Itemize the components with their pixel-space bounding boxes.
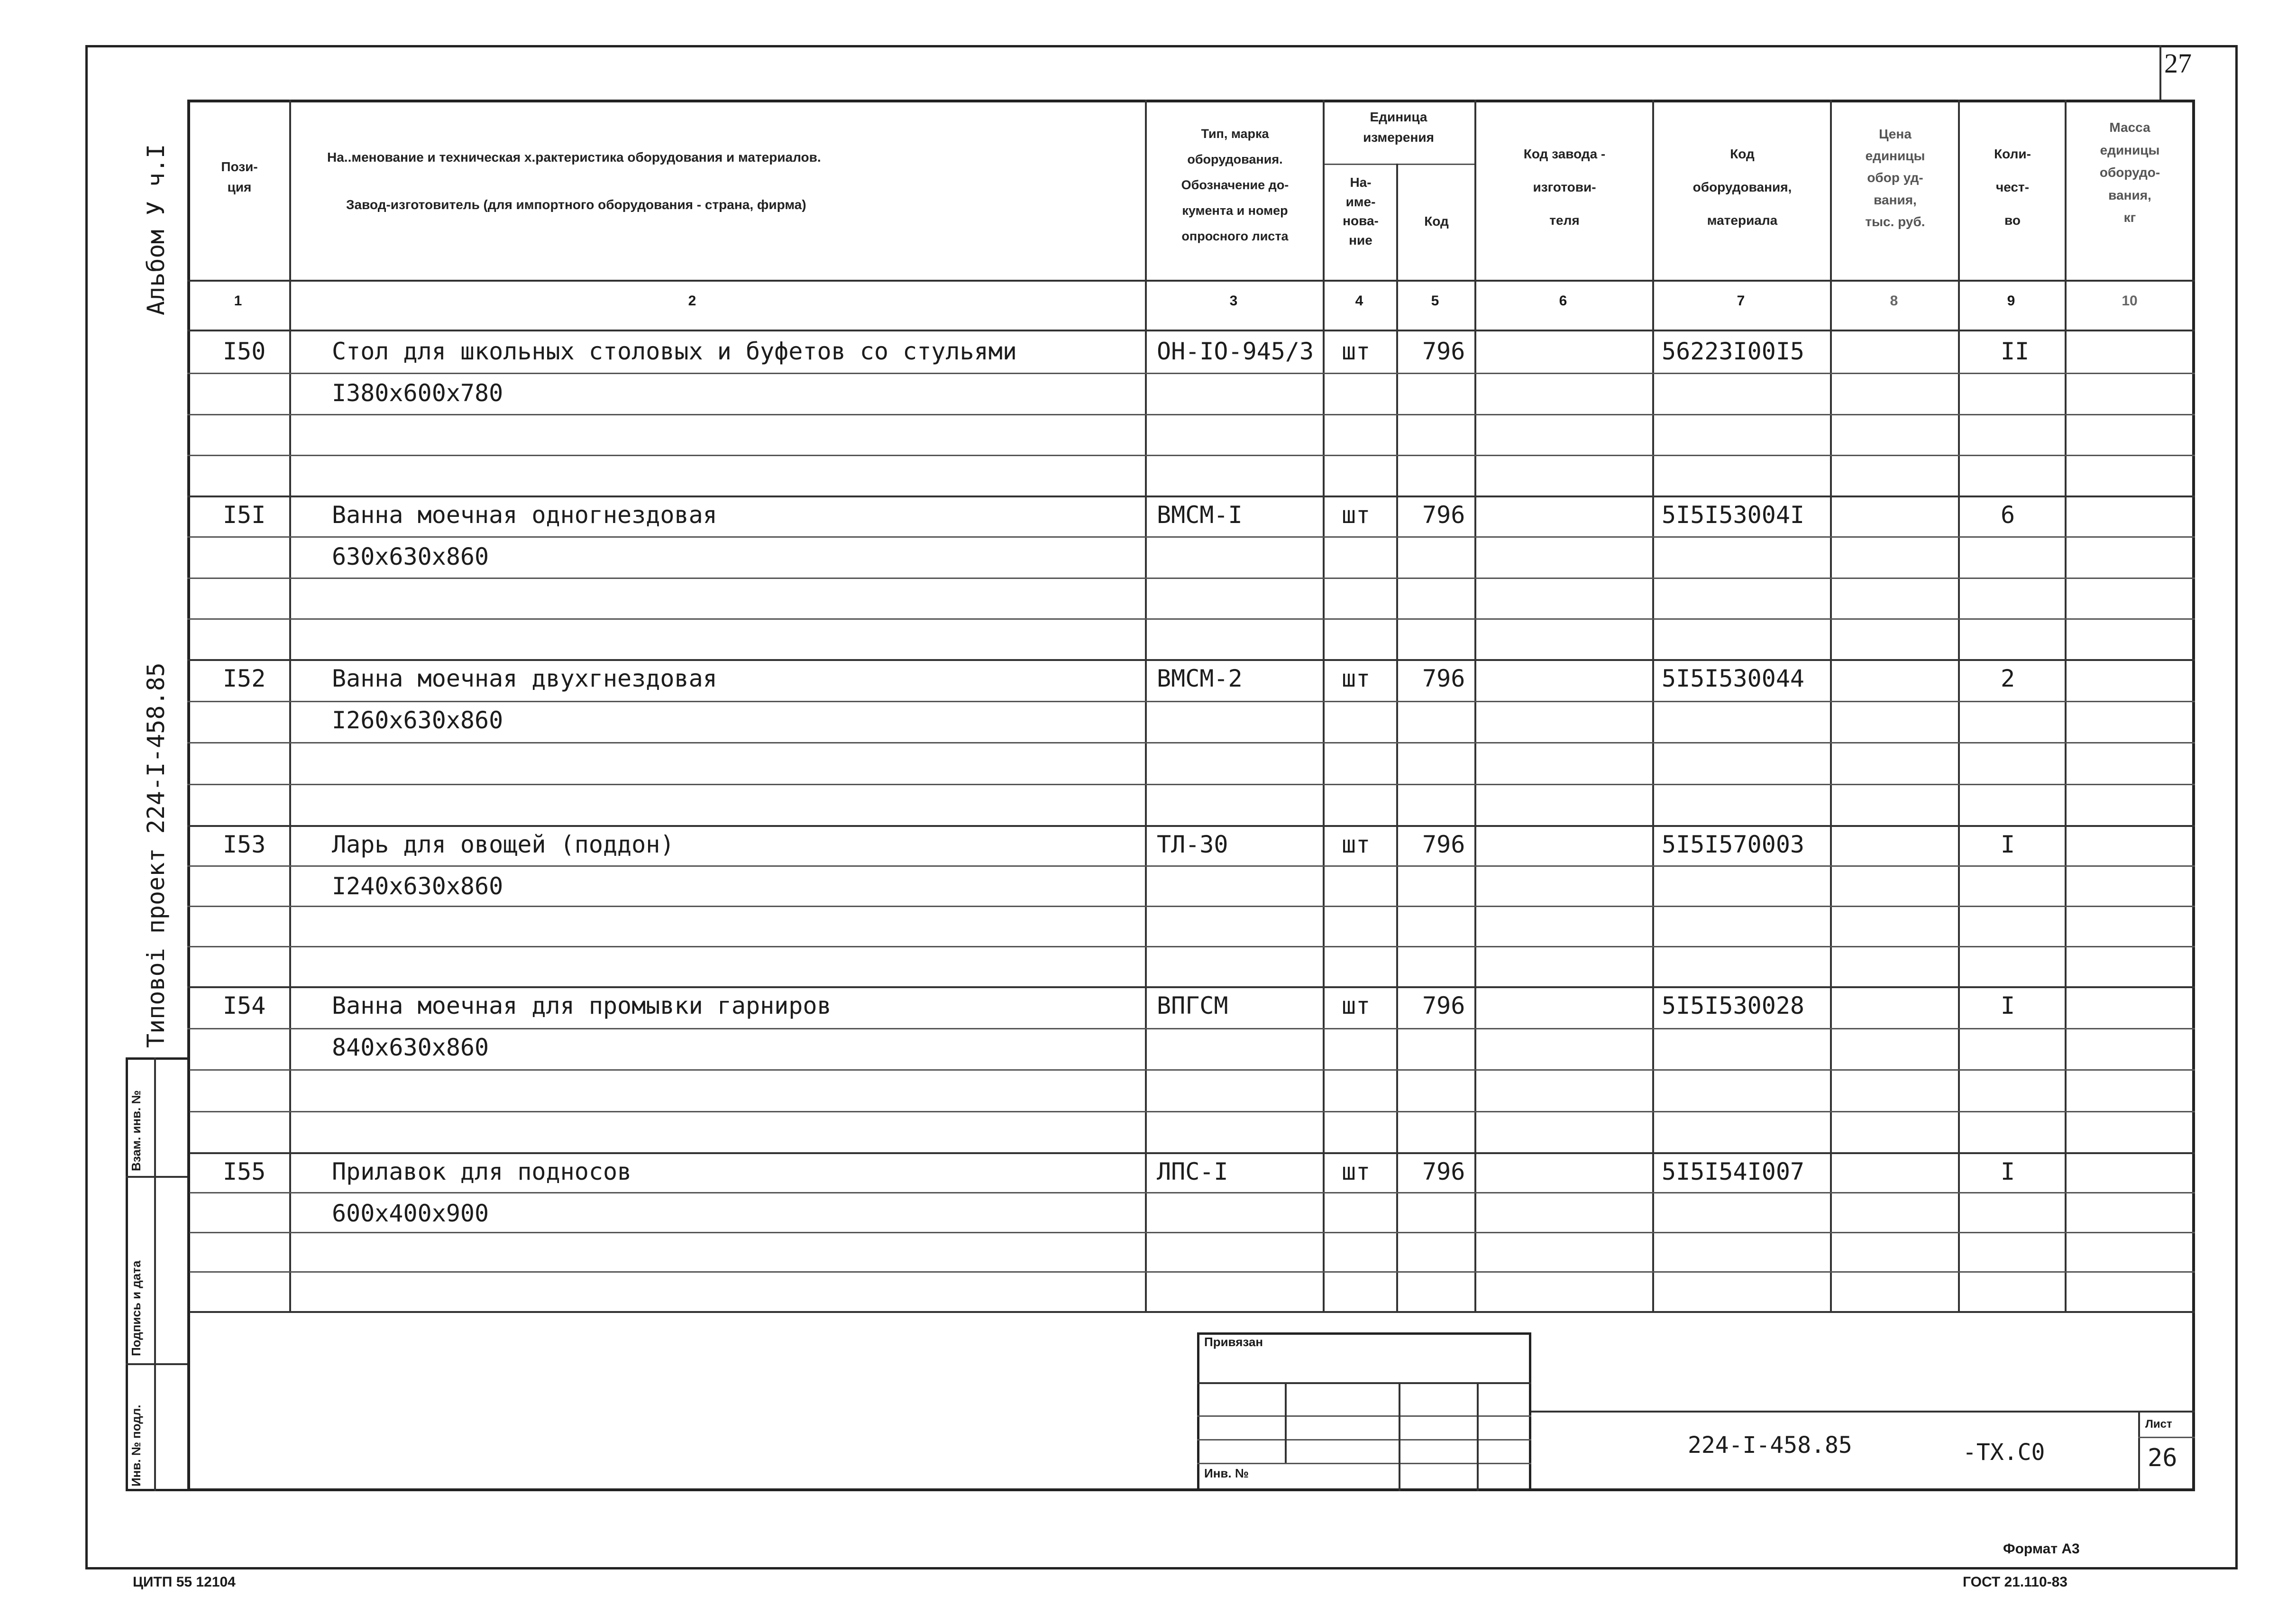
group-rule — [187, 495, 2195, 497]
doc-suffix: -ТХ.С0 — [1963, 1439, 2045, 1466]
row-rule — [187, 536, 2195, 538]
row-rule — [187, 1069, 2195, 1071]
row-rule — [187, 784, 2195, 785]
doc-code: 224-I-458.85 — [1688, 1432, 1852, 1459]
colnum-10: 10 — [2122, 293, 2138, 309]
row-rule — [187, 742, 2195, 743]
equipment-code-cell: 5I5I530044 — [1662, 665, 1805, 692]
position-cell: I50 — [223, 338, 266, 365]
row-rule — [187, 1271, 2195, 1273]
page-number: 27 — [2164, 48, 2192, 79]
row-rule — [187, 946, 2195, 947]
group-rule — [187, 659, 2195, 661]
unit-cell: шт — [1342, 501, 1371, 529]
quantity-cell: I — [2001, 831, 2015, 858]
colnum-1: 1 — [234, 293, 242, 309]
stamp-sign-date: Подпись и дата — [129, 1260, 143, 1356]
equipment-code-cell: 5I5I54I007 — [1662, 1158, 1805, 1185]
unit-code-cell: 796 — [1422, 665, 1465, 692]
row-rule — [187, 865, 2195, 867]
equipment-code-cell: 5I5I53004I — [1662, 501, 1805, 529]
name-cell: Ванна моечная для промывки гарниров — [332, 992, 832, 1019]
dimensions-cell: I240x630x860 — [332, 872, 503, 900]
table-bottom-line — [187, 1311, 2195, 1313]
unit-code-cell: 796 — [1422, 1158, 1465, 1185]
unit-code-cell: 796 — [1422, 831, 1465, 858]
position-cell: I55 — [223, 1158, 266, 1185]
inv-label: Инв. № — [1204, 1466, 1249, 1480]
equipment-code-cell: 5I5I530028 — [1662, 992, 1805, 1019]
name-cell: Прилавок для подносов — [332, 1158, 632, 1185]
equipment-code-cell: 5I5I570003 — [1662, 831, 1805, 858]
row-rule — [187, 906, 2195, 907]
type-cell: ВМСМ-I — [1157, 501, 1243, 529]
group-rule — [187, 986, 2195, 988]
dimensions-cell: I260x630x860 — [332, 706, 503, 734]
position-cell: I53 — [223, 831, 266, 858]
colnum-8: 8 — [1890, 293, 1898, 309]
type-cell: ЛПС-I — [1157, 1158, 1228, 1185]
group-rule — [187, 1152, 2195, 1154]
unit-cell: шт — [1342, 992, 1371, 1019]
position-cell: I54 — [223, 992, 266, 1019]
header-position: Пози- ция — [221, 159, 258, 195]
header-bottom-line — [187, 280, 2195, 282]
album-label: Альбом У ч.I — [142, 144, 170, 315]
unit-cell: шт — [1342, 338, 1371, 365]
name-cell: Ванна моечная двухгнездовая — [332, 665, 717, 692]
dimensions-cell: I380x600x780 — [332, 379, 503, 407]
type-cell: ВПГСМ — [1157, 992, 1228, 1019]
row-rule — [187, 578, 2195, 579]
colnum-2: 2 — [688, 293, 696, 309]
type-cell: ВМСМ-2 — [1157, 665, 1243, 692]
colnum-4: 4 — [1355, 293, 1363, 309]
unit-cell: шт — [1342, 831, 1371, 858]
colnum-9: 9 — [2007, 293, 2015, 309]
row-rule — [187, 618, 2195, 620]
dimensions-cell: 630x630x860 — [332, 543, 489, 570]
quantity-cell: 2 — [2001, 665, 2015, 692]
unit-split-line — [1323, 164, 1474, 165]
unit-code-cell: 796 — [1422, 501, 1465, 529]
name-cell: Стол для школьных столовых и буфетов со стульями — [332, 338, 1017, 365]
quantity-cell: I — [2001, 992, 2015, 1019]
header-unit-name: На- име- нова- ние — [1343, 175, 1379, 248]
row-rule — [187, 455, 2195, 456]
name-cell: Ванна моечная одногнездовая — [332, 501, 717, 529]
row-rule — [187, 1192, 2195, 1193]
footer-left: ЦИТП 55 12104 — [133, 1574, 236, 1590]
sheet-label: Лист — [2145, 1418, 2172, 1431]
type-cell: ТЛ-30 — [1157, 831, 1228, 858]
type-cell: ОН-IО-945/3 — [1157, 338, 1314, 365]
stamp-replace-inv: Взам. инв. № — [129, 1090, 143, 1171]
header-plant-code: Код завода - изготови- теля — [1523, 147, 1606, 228]
header-mass: Масса единицы оборудо- вания, кг — [2099, 120, 2160, 225]
row-rule — [187, 1028, 2195, 1029]
equipment-code-cell: 56223I00I5 — [1662, 338, 1805, 365]
header-price: Цена единицы обор уд- вания, тыс. руб. — [1865, 127, 1925, 229]
row-rule — [187, 1111, 2195, 1112]
unit-code-cell: 796 — [1422, 992, 1465, 1019]
colnum-3: 3 — [1229, 293, 1238, 309]
header-quantity: Коли- чест- во — [1994, 147, 2031, 228]
header-unit-code: Код — [1424, 214, 1449, 229]
dimensions-cell: 840x630x860 — [332, 1034, 489, 1061]
quantity-cell: 6 — [2001, 501, 2015, 529]
linked-label: Привязан — [1204, 1335, 1263, 1349]
header-name-line1: На..менование и техническая х.рактеристика оборудования и материалов. — [327, 150, 821, 165]
group-rule — [187, 825, 2195, 827]
name-cell: Ларь для овощей (поддон) — [332, 831, 675, 858]
footer-format: Формат А3 — [2003, 1541, 2080, 1557]
sheet-number: 26 — [2148, 1444, 2177, 1472]
colnum-5: 5 — [1431, 293, 1439, 309]
stamp-inv-orig: Инв. № подл. — [129, 1404, 143, 1486]
position-cell: I5I — [223, 501, 266, 529]
footer-gost: ГОСТ 21.110-83 — [1963, 1574, 2067, 1590]
position-cell: I52 — [223, 665, 266, 692]
header-name-line2: Завод-изготовитель (для импортного оборудования - страна, фирма) — [346, 197, 806, 212]
colnum-6: 6 — [1559, 293, 1567, 309]
header-unit: Единица измерения — [1363, 110, 1434, 145]
row-rule — [187, 414, 2195, 415]
unit-cell: шт — [1342, 1158, 1371, 1185]
colnum-7: 7 — [1737, 293, 1745, 309]
row-rule — [187, 373, 2195, 374]
quantity-cell: II — [2001, 338, 2030, 365]
dimensions-cell: 600x400x900 — [332, 1200, 489, 1227]
row-rule — [187, 1232, 2195, 1233]
colnum-bottom-line — [187, 330, 2195, 331]
header-equip-code: Код оборудования, материала — [1692, 147, 1792, 228]
header-type: Тип, марка оборудования. Обозначение до- кумента и номер опросного листа — [1181, 127, 1289, 243]
unit-code-cell: 796 — [1422, 338, 1465, 365]
row-rule — [187, 701, 2195, 702]
quantity-cell: I — [2001, 1158, 2015, 1185]
unit-cell: шт — [1342, 665, 1371, 692]
project-label: Типовоi проект 224-I-458.85 — [142, 662, 170, 1048]
